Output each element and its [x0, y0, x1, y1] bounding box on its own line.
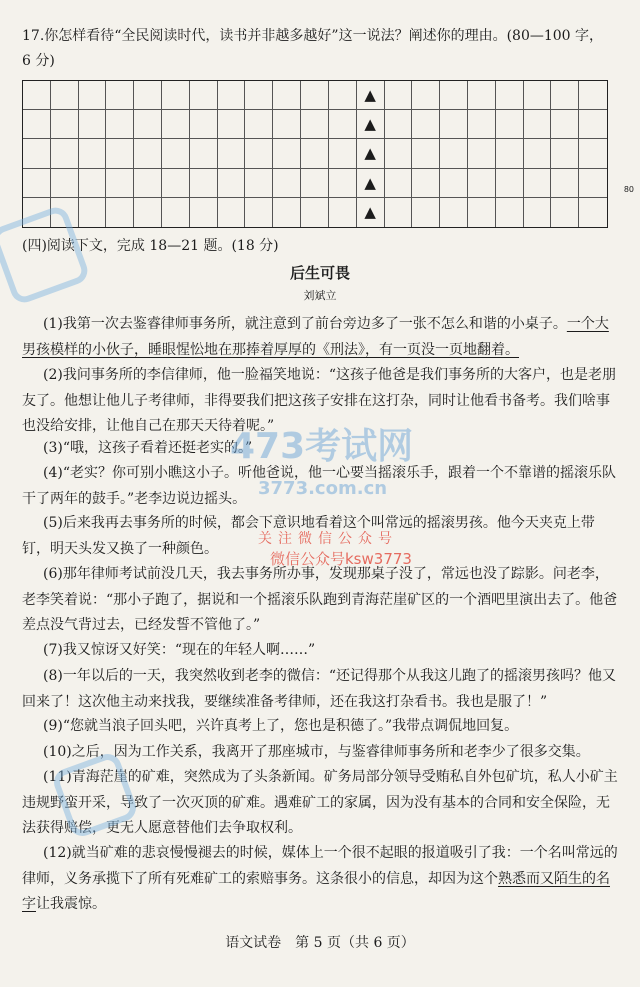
- triangle-marker-icon: ▲: [364, 86, 376, 105]
- grid-cell[interactable]: [468, 169, 496, 198]
- paragraph-text: (7)我又惊讶又好笑：“现在的年轻人啊……”: [43, 642, 316, 658]
- grid-cell[interactable]: [496, 81, 524, 110]
- grid-cell[interactable]: [218, 198, 246, 227]
- grid-cell[interactable]: [23, 110, 51, 139]
- grid-cell[interactable]: [496, 139, 524, 168]
- grid-cell[interactable]: [329, 198, 357, 227]
- grid-cell[interactable]: [106, 110, 134, 139]
- grid-cell[interactable]: [385, 169, 413, 198]
- grid-cell[interactable]: [23, 81, 51, 110]
- grid-cell[interactable]: [551, 139, 579, 168]
- grid-cell[interactable]: [412, 139, 440, 168]
- article-title: 后生可畏: [289, 264, 350, 282]
- grid-cell[interactable]: [357, 110, 385, 139]
- grid-cell[interactable]: [245, 81, 273, 110]
- grid-cell[interactable]: [134, 139, 162, 168]
- grid-cell[interactable]: [496, 110, 524, 139]
- grid-cell[interactable]: [190, 139, 218, 168]
- triangle-marker-icon: ▲: [364, 144, 376, 163]
- grid-cell[interactable]: [273, 198, 301, 227]
- grid-cell[interactable]: [301, 139, 329, 168]
- watermark-red-line2: 微信公众号ksw3773: [270, 550, 412, 568]
- grid-cell[interactable]: [51, 139, 79, 168]
- triangle-marker-icon: ▲: [364, 203, 376, 222]
- grid-cell[interactable]: [79, 169, 107, 198]
- grid-cell[interactable]: [385, 81, 413, 110]
- grid-cell[interactable]: [301, 110, 329, 139]
- paragraph-text: (3)“哦，这孩子看着还挺老实的。”: [43, 440, 253, 456]
- article-paragraph: [22, 638, 618, 664]
- grid-cell[interactable]: [162, 81, 190, 110]
- grid-cell[interactable]: [51, 110, 79, 139]
- question-17: [22, 24, 622, 74]
- triangle-marker-icon: ▲: [364, 173, 376, 192]
- grid-cell[interactable]: [412, 198, 440, 227]
- grid-cell[interactable]: [440, 110, 468, 139]
- grid-cell[interactable]: [468, 198, 496, 227]
- grid-cell[interactable]: [106, 169, 134, 198]
- grid-cell[interactable]: [357, 139, 385, 168]
- article-paragraph: [22, 664, 618, 715]
- paragraph-text: (5)后来我再去事务所的时候，都会下意识地看着这个叫常远的摇滚男孩。他今天夹克上带钉，明天头发又换了一种颜色。: [22, 515, 595, 557]
- grid-cell[interactable]: [134, 198, 162, 227]
- paragraph-text: (9)“您就当浪子回头吧，兴许真考上了，您也是积德了。”我带点调侃地回复。: [43, 718, 519, 734]
- grid-cell[interactable]: [51, 169, 79, 198]
- grid-cell[interactable]: [301, 198, 329, 227]
- page-footer: 语文试卷 第 5 页（共 6 页）: [225, 935, 415, 951]
- grid-cell[interactable]: [79, 110, 107, 139]
- article-paragraph: [22, 714, 618, 740]
- grid-cell[interactable]: [440, 139, 468, 168]
- grid-cell[interactable]: [218, 81, 246, 110]
- grid-cell[interactable]: [273, 169, 301, 198]
- paragraph-text: (10)之后，因为工作关系，我离开了那座城市，与鉴睿律师事务所和老李少了很多交集。: [43, 744, 590, 760]
- grid-cell[interactable]: [524, 198, 552, 227]
- grid-cell[interactable]: [579, 110, 607, 139]
- grid-cell[interactable]: [245, 169, 273, 198]
- grid-cell[interactable]: [412, 110, 440, 139]
- grid-cell[interactable]: [218, 169, 246, 198]
- grid-cell[interactable]: [524, 169, 552, 198]
- paragraph-text: (11)青海茫崖的矿难，突然成为了头条新闻。矿务局部分领导受贿私自外包矿坑，私人小矿主违规野蛮开采，导致了一次灭顶的矿难。遇难矿工的家属，因为没有基本的合同和安全保险，无法获得赔偿，更无人愿意替他们去争取权利。: [22, 769, 618, 836]
- grid-cell[interactable]: [412, 169, 440, 198]
- article-paragraph: [22, 765, 618, 842]
- grid-cell[interactable]: [134, 110, 162, 139]
- grid-cell[interactable]: [579, 81, 607, 110]
- grid-cell[interactable]: [51, 81, 79, 110]
- grid-cell[interactable]: [190, 198, 218, 227]
- grid-cell[interactable]: [273, 110, 301, 139]
- paragraph-text: (1)我第一次去鉴睿律师事务所，就注意到了前台旁边多了一张不怎么和谐的小桌子。: [43, 316, 567, 332]
- grid-cell[interactable]: [190, 169, 218, 198]
- grid-cell[interactable]: [134, 169, 162, 198]
- article-paragraph: [22, 511, 618, 562]
- grid-cell[interactable]: [190, 110, 218, 139]
- grid-cell[interactable]: [245, 110, 273, 139]
- grid-cell[interactable]: [273, 81, 301, 110]
- paragraph-text: (6)那年律师考试前没几天，我去事务所办事，发现那桌子没了，常远也没了踪影。问老李，老李笑着说：“那小子跑了，据说和一个摇滚乐队跑到青海茫崖矿区的一个酒吧里演出去了。他爸差点没气背过去，已经发誓不管他了。”: [22, 566, 618, 633]
- grid-cell[interactable]: [23, 169, 51, 198]
- grid-cell[interactable]: [329, 110, 357, 139]
- grid-cell[interactable]: [106, 139, 134, 168]
- watermark-site-url: 3773.com.cn: [258, 478, 388, 499]
- grid-cell[interactable]: [23, 139, 51, 168]
- article-paragraph: [22, 740, 618, 766]
- paragraph-text: (8)一年以后的一天，我突然收到老李的微信：“还记得那个从我这儿跑了的摇滚男孩吗？他又回来了！这次他主动来找我，要继续准备考律师，还在我这打杂看书。我也是服了！”: [22, 668, 616, 710]
- grid-cell[interactable]: [468, 81, 496, 110]
- article-author: 刘斌立: [303, 289, 337, 302]
- grid-cell[interactable]: [579, 169, 607, 198]
- grid-cell[interactable]: [245, 198, 273, 227]
- article-paragraph: [22, 562, 618, 639]
- article-paragraph: [22, 461, 618, 512]
- grid-cell[interactable]: [524, 139, 552, 168]
- grid-cell[interactable]: [23, 198, 51, 227]
- answer-grid[interactable]: [22, 80, 608, 228]
- grid-cell[interactable]: [468, 139, 496, 168]
- grid-cell[interactable]: [162, 110, 190, 139]
- grid-cell[interactable]: [162, 139, 190, 168]
- grid-cell[interactable]: [162, 198, 190, 227]
- grid-cell[interactable]: [106, 198, 134, 227]
- grid-cell[interactable]: [329, 139, 357, 168]
- grid-cell[interactable]: [496, 169, 524, 198]
- grid-cell[interactable]: [579, 139, 607, 168]
- triangle-marker-icon: ▲: [364, 115, 376, 134]
- grid-cell[interactable]: [357, 169, 385, 198]
- grid-cell[interactable]: [496, 198, 524, 227]
- paragraph-text: (4)“老实？你可别小瞧这小子。听他爸说，他一心要当摇滚乐手，跟着一个不靠谱的摇滚乐队干了两年的鼓手。”老李边说边摇头。: [22, 465, 616, 507]
- grid-cell[interactable]: [551, 110, 579, 139]
- grid-cell[interactable]: [385, 110, 413, 139]
- grid-cell[interactable]: [551, 169, 579, 198]
- grid-cell[interactable]: [468, 110, 496, 139]
- question-17-score: 6 分): [22, 53, 55, 69]
- grid-cell[interactable]: [440, 198, 468, 227]
- grid-cell[interactable]: [162, 169, 190, 198]
- paragraph-text: (12)就当矿难的悲哀慢慢褪去的时候，媒体上一个很不起眼的报道吸引了我：一个名叫常远的律师，义务承揽下了所有死难矿工的索赔事务。这条很小的信息，却因为这个: [22, 845, 618, 887]
- grid-cell[interactable]: [301, 81, 329, 110]
- grid-cell[interactable]: [524, 110, 552, 139]
- grid-cell[interactable]: [385, 198, 413, 227]
- grid-cell[interactable]: [357, 198, 385, 227]
- grid-cell[interactable]: [79, 81, 107, 110]
- grid-cell[interactable]: [579, 198, 607, 227]
- paragraph-text-tail: 让我震惊。: [36, 896, 106, 912]
- grid-cell[interactable]: [440, 169, 468, 198]
- grid-cell[interactable]: [551, 198, 579, 227]
- grid-cell[interactable]: [385, 139, 413, 168]
- grid-cell[interactable]: [551, 81, 579, 110]
- grid-cell[interactable]: [273, 139, 301, 168]
- article-paragraph: [22, 312, 618, 363]
- grid-cell[interactable]: [412, 81, 440, 110]
- underlined-text: 熟悉而又陌生的名字: [22, 870, 610, 912]
- grid-cell[interactable]: [329, 81, 357, 110]
- grid-cell[interactable]: [440, 81, 468, 110]
- grid-cell[interactable]: [79, 198, 107, 227]
- article-paragraph: [22, 436, 618, 462]
- grid-cell[interactable]: [218, 110, 246, 139]
- watermark-site: 473考试网: [230, 426, 414, 467]
- article-paragraph: [22, 841, 618, 918]
- grid-cell[interactable]: [524, 81, 552, 110]
- question-17-text: 17.你怎样看待“全民阅读时代，读书并非越多越好”这一说法？阐述你的理由。(80—100 字，: [22, 28, 604, 44]
- paragraph-text: (2)我问事务所的李信律师，他一脸福笑地说：“这孩子他爸是我们事务所的大客户，也是老朋友了。他想让他儿子考律师，非得要我们把这孩子安排在这打杂，同时让他看书备考。我们啥事也没给安排，让他自己在那天天待着呢。”: [22, 367, 616, 434]
- section-heading: (四)阅读下文，完成 18—21 题。(18 分): [22, 238, 279, 254]
- grid-cell[interactable]: [79, 139, 107, 168]
- grid-cell[interactable]: [190, 81, 218, 110]
- grid-cell[interactable]: [329, 169, 357, 198]
- grid-cell[interactable]: [301, 169, 329, 198]
- grid-cell[interactable]: [106, 81, 134, 110]
- word-count-mark: 80: [623, 185, 634, 194]
- watermark-red-line1: 关注微信公众号: [258, 531, 398, 547]
- grid-cell[interactable]: [51, 198, 79, 227]
- grid-cell[interactable]: [245, 139, 273, 168]
- grid-cell[interactable]: [218, 139, 246, 168]
- grid-cell[interactable]: [357, 81, 385, 110]
- underlined-text: 一个大男孩模样的小伙子，睡眼惺忪地在那捧着厚厚的《刑法》，有一页没一页地翻着。: [22, 316, 609, 358]
- grid-cell[interactable]: [134, 81, 162, 110]
- article-paragraph: [22, 363, 618, 440]
